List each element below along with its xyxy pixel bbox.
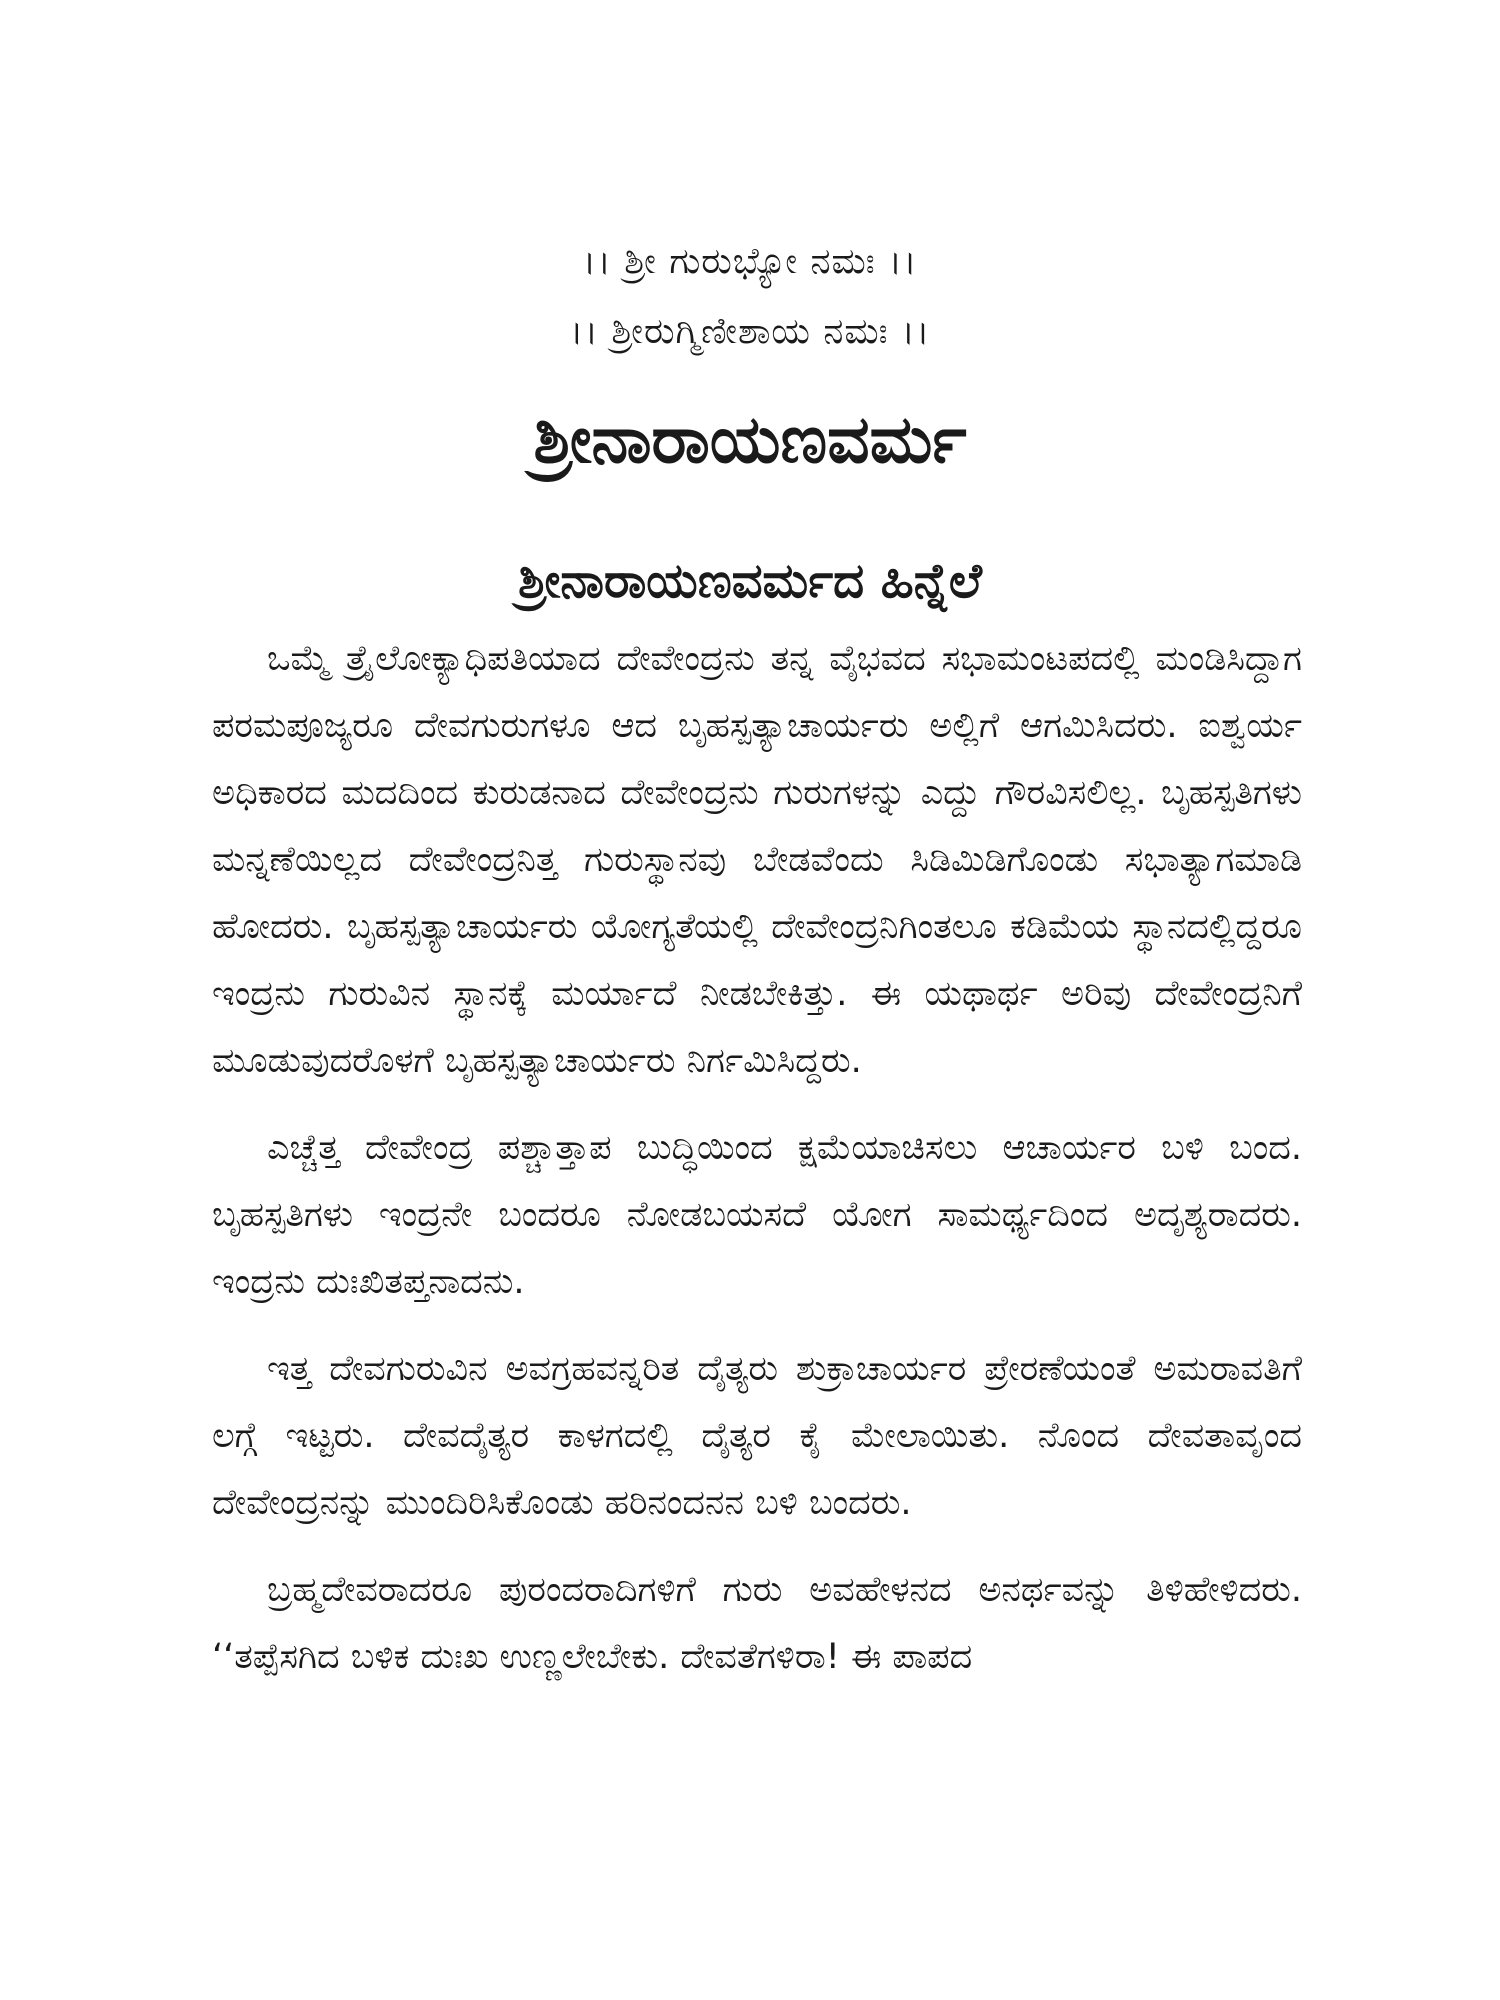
invocation-line-2: ।। ಶ್ರೀರುಗ್ಮಿಣೀಶಾಯ ನಮಃ ।। [569, 311, 931, 352]
invocation-line-1: ।। ಶ್ರೀ ಗುರುಭ್ಯೋ ನಮಃ ।। [582, 241, 918, 282]
section-heading: ಶ್ರೀನಾರಾಯಣವರ್ಮದ ಹಿನ್ನೆಲೆ [518, 553, 982, 609]
paragraph-1: ಒಮ್ಮೆ ತ್ರೈಲೋಕ್ಯಾಧಿಪತಿಯಾದ ದೇವೇಂದ್ರನು ತನ್ನ ವೈಭವದ ಸಭಾಮಂಟಪದಲ್ಲಿ ಮಂಡಿಸಿದ್ದಾಗ ಪರಮಪೂಜ್ಯರೂ ದೇವಗುರುಗಳೂ ಆದ ಬೃಹಸ್ಪತ್ಯಾಚಾರ್ಯರು ಅಲ್ಲಿಗೆ ಆಗಮಿಸಿದರು. ಐಶ್ವರ್ಯ ಅಧಿಕಾರದ ಮದದಿಂದ ಕುರುಡನಾದ ದೇವೇಂದ್ರನು ಗುರುಗಳನ್ನು ಎದ್ದು ಗೌರವಿಸಲಿಲ್ಲ. ಬೃಹಸ್ಪತಿಗಳು ಮನ್ನಣೆಯಿಲ್ಲದ ದೇವೇಂದ್ರನಿತ್ತ ಗುರುಸ್ಥಾನವು ಬೇಡವೆಂದು ಸಿಡಿಮಿಡಿಗೊಂಡು ಸಭಾತ್ಯಾಗಮಾಡಿ ಹೋದರು. ಬೃಹಸ್ಪತ್ಯಾಚಾರ್ಯರು ಯೋಗ್ಯತೆಯಲ್ಲಿ ದೇವೇಂದ್ರನಿಗಿಂತಲೂ ಕಡಿಮೆಯ ಸ್ಥಾನದಲ್ಲಿದ್ದರೂ ಇಂದ್ರನು ಗುರುವಿನ ಸ್ಥಾನಕ್ಕೆ ಮರ್ಯಾದೆ ನೀಡಬೇಕಿತ್ತು. ಈ ಯಥಾರ್ಥ ಅರಿವು ದೇವೇಂದ್ರನಿಗೆ ಮೂಡುವುದರೊಳಗೆ ಬೃಹಸ್ಪತ್ಯಾಚಾರ್ಯರು ನಿರ್ಗಮಿಸಿದ್ದರು. [212, 639, 1302, 1081]
body-text [212, 626, 1302, 1711]
paragraph-3: ಇತ್ತ ದೇವಗುರುವಿನ ಅವಗ್ರಹವನ್ನರಿತ ದೈತ್ಯರು ಶುಕ್ರಾಚಾರ್ಯರ ಪ್ರೇರಣೆಯಂತೆ ಅಮರಾವತಿಗೆ ಲಗ್ಗೆ ಇಟ್ಟರು. ದೇವದೈತ್ಯರ ಕಾಳಗದಲ್ಲಿ ದೈತ್ಯರ ಕೈ ಮೇಲಾಯಿತು. ನೊಂದ ದೇವತಾವೃಂದ ದೇವೇಂದ್ರನನ್ನು ಮುಂದಿರಿಸಿಕೊಂಡು ಹರಿನಂದನನ ಬಳಿ ಬಂದರು. [212, 1349, 1302, 1523]
paragraph-2: ಎಚ್ಚೆತ್ತ ದೇವೇಂದ್ರ ಪಶ್ಚಾತ್ತಾಪ ಬುದ್ಧಿಯಿಂದ ಕ್ಷಮೆಯಾಚಿಸಲು ಆಚಾರ್ಯರ ಬಳಿ ಬಂದ. ಬೃಹಸ್ಪತಿಗಳು ಇಂದ್ರನೇ ಬಂದರೂ ನೋಡಬಯಸದೆ ಯೋಗ ಸಾಮರ್ಥ್ಯದಿಂದ ಅದೃಶ್ಯರಾದರು. ಇಂದ್ರನು ದುಃಖಿತಪ್ತನಾದನು. [212, 1128, 1302, 1302]
paragraph-4: ಬ್ರಹ್ಮದೇವರಾದರೂ ಪುರಂದರಾದಿಗಳಿಗೆ ಗುರು ಅವಹೇಳನದ ಅನರ್ಥವನ್ನು ತಿಳಿಹೇಳಿದರು. ‘‘ತಪ್ಪೆಸಗಿದ ಬಳಿಕ ದುಃಖ ಉಣ್ಣಲೇಬೇಕು. ದೇವತೆಗಳಿರಾ! ಈ ಪಾಪದ [212, 1570, 1302, 1677]
page-title: ಶ್ರೀನಾರಾಯಣವರ್ಮ [533, 401, 967, 478]
